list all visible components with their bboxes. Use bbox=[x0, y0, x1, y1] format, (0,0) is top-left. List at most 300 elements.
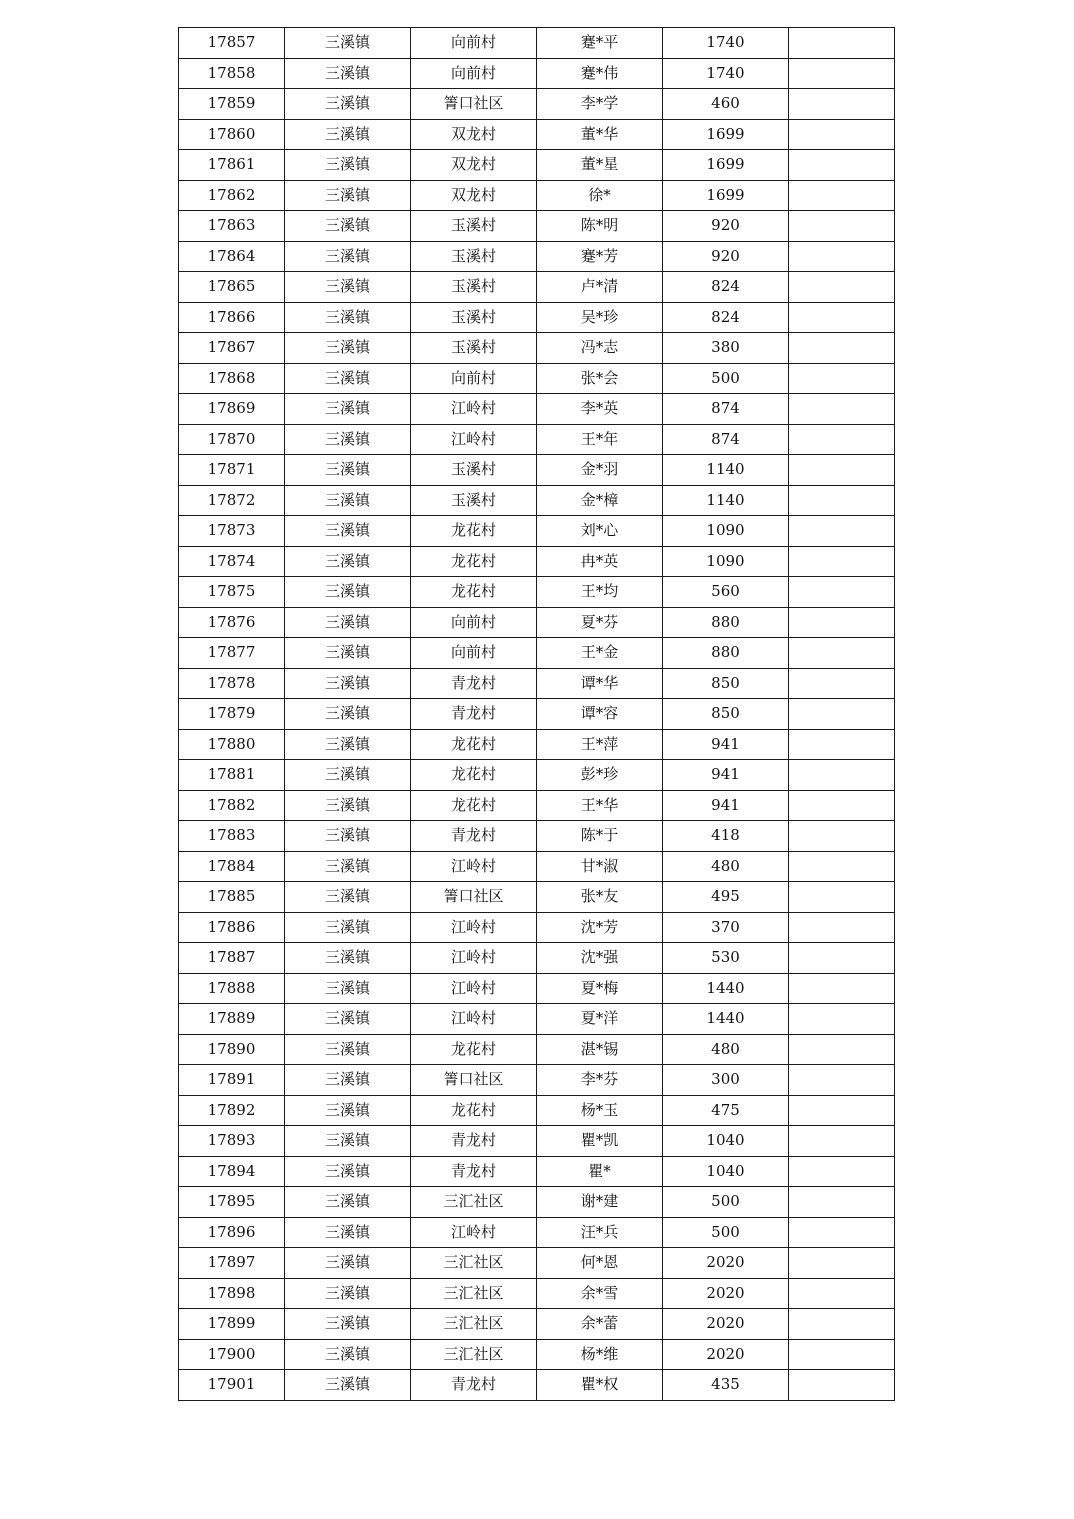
village-cell: 龙花村 bbox=[411, 790, 537, 821]
amount-cell: 1699 bbox=[663, 150, 789, 181]
village-cell: 青龙村 bbox=[411, 1370, 537, 1401]
amount-cell: 2020 bbox=[663, 1309, 789, 1340]
row-number-cell: 17862 bbox=[179, 180, 285, 211]
amount-cell: 920 bbox=[663, 211, 789, 242]
village-cell: 青龙村 bbox=[411, 1126, 537, 1157]
table-row bbox=[179, 333, 895, 364]
note-cell bbox=[789, 58, 895, 89]
town-cell: 三溪镇 bbox=[285, 668, 411, 699]
row-number-cell: 17896 bbox=[179, 1217, 285, 1248]
village-cell: 三汇社区 bbox=[411, 1187, 537, 1218]
name-cell: 彭*珍 bbox=[537, 760, 663, 791]
name-cell: 王*年 bbox=[537, 424, 663, 455]
table-row bbox=[179, 851, 895, 882]
table-row bbox=[179, 1065, 895, 1096]
amount-cell: 1440 bbox=[663, 1004, 789, 1035]
note-cell bbox=[789, 577, 895, 608]
village-cell: 玉溪村 bbox=[411, 241, 537, 272]
town-cell: 三溪镇 bbox=[285, 546, 411, 577]
row-number-cell: 17876 bbox=[179, 607, 285, 638]
amount-cell: 920 bbox=[663, 241, 789, 272]
note-cell bbox=[789, 851, 895, 882]
amount-cell: 560 bbox=[663, 577, 789, 608]
amount-cell: 1699 bbox=[663, 180, 789, 211]
village-cell: 江岭村 bbox=[411, 1004, 537, 1035]
amount-cell: 480 bbox=[663, 851, 789, 882]
note-cell bbox=[789, 455, 895, 486]
village-cell: 玉溪村 bbox=[411, 272, 537, 303]
village-cell: 双龙村 bbox=[411, 180, 537, 211]
table-row bbox=[179, 1278, 895, 1309]
amount-cell: 435 bbox=[663, 1370, 789, 1401]
note-cell bbox=[789, 363, 895, 394]
note-cell bbox=[789, 1187, 895, 1218]
village-cell: 向前村 bbox=[411, 363, 537, 394]
town-cell: 三溪镇 bbox=[285, 58, 411, 89]
village-cell: 龙花村 bbox=[411, 1034, 537, 1065]
table-row bbox=[179, 89, 895, 120]
name-cell: 董*华 bbox=[537, 119, 663, 150]
row-number-cell: 17886 bbox=[179, 912, 285, 943]
amount-cell: 824 bbox=[663, 272, 789, 303]
village-cell: 玉溪村 bbox=[411, 455, 537, 486]
note-cell bbox=[789, 1370, 895, 1401]
table-row bbox=[179, 821, 895, 852]
name-cell: 王*华 bbox=[537, 790, 663, 821]
amount-cell: 1040 bbox=[663, 1126, 789, 1157]
table-row bbox=[179, 790, 895, 821]
village-cell: 玉溪村 bbox=[411, 211, 537, 242]
town-cell: 三溪镇 bbox=[285, 1034, 411, 1065]
row-number-cell: 17899 bbox=[179, 1309, 285, 1340]
village-cell: 江岭村 bbox=[411, 394, 537, 425]
village-cell: 江岭村 bbox=[411, 912, 537, 943]
town-cell: 三溪镇 bbox=[285, 394, 411, 425]
name-cell: 蹇*芳 bbox=[537, 241, 663, 272]
town-cell: 三溪镇 bbox=[285, 241, 411, 272]
town-cell: 三溪镇 bbox=[285, 577, 411, 608]
town-cell: 三溪镇 bbox=[285, 912, 411, 943]
amount-cell: 824 bbox=[663, 302, 789, 333]
name-cell: 杨*维 bbox=[537, 1339, 663, 1370]
note-cell bbox=[789, 485, 895, 516]
amount-cell: 418 bbox=[663, 821, 789, 852]
note-cell bbox=[789, 790, 895, 821]
village-cell: 三汇社区 bbox=[411, 1278, 537, 1309]
row-number-cell: 17878 bbox=[179, 668, 285, 699]
village-cell: 向前村 bbox=[411, 58, 537, 89]
note-cell bbox=[789, 180, 895, 211]
row-number-cell: 17894 bbox=[179, 1156, 285, 1187]
row-number-cell: 17861 bbox=[179, 150, 285, 181]
table-row bbox=[179, 1370, 895, 1401]
town-cell: 三溪镇 bbox=[285, 851, 411, 882]
amount-cell: 1090 bbox=[663, 516, 789, 547]
table-row bbox=[179, 577, 895, 608]
row-number-cell: 17880 bbox=[179, 729, 285, 760]
village-cell: 青龙村 bbox=[411, 1156, 537, 1187]
amount-cell: 941 bbox=[663, 760, 789, 791]
name-cell: 沈*芳 bbox=[537, 912, 663, 943]
amount-cell: 941 bbox=[663, 729, 789, 760]
row-number-cell: 17875 bbox=[179, 577, 285, 608]
town-cell: 三溪镇 bbox=[285, 607, 411, 638]
town-cell: 三溪镇 bbox=[285, 973, 411, 1004]
note-cell bbox=[789, 912, 895, 943]
village-cell: 双龙村 bbox=[411, 150, 537, 181]
village-cell: 江岭村 bbox=[411, 973, 537, 1004]
row-number-cell: 17866 bbox=[179, 302, 285, 333]
table-row bbox=[179, 1126, 895, 1157]
town-cell: 三溪镇 bbox=[285, 1278, 411, 1309]
amount-cell: 475 bbox=[663, 1095, 789, 1126]
table-row bbox=[179, 394, 895, 425]
note-cell bbox=[789, 241, 895, 272]
village-cell: 玉溪村 bbox=[411, 302, 537, 333]
row-number-cell: 17884 bbox=[179, 851, 285, 882]
name-cell: 夏*芬 bbox=[537, 607, 663, 638]
table-row bbox=[179, 211, 895, 242]
note-cell bbox=[789, 943, 895, 974]
table-row bbox=[179, 973, 895, 1004]
village-cell: 双龙村 bbox=[411, 119, 537, 150]
amount-cell: 1740 bbox=[663, 28, 789, 59]
amount-cell: 1040 bbox=[663, 1156, 789, 1187]
name-cell: 杨*玉 bbox=[537, 1095, 663, 1126]
table-row bbox=[179, 729, 895, 760]
name-cell: 谭*容 bbox=[537, 699, 663, 730]
amount-cell: 880 bbox=[663, 638, 789, 669]
name-cell: 夏*梅 bbox=[537, 973, 663, 1004]
row-number-cell: 17883 bbox=[179, 821, 285, 852]
table-row bbox=[179, 1187, 895, 1218]
town-cell: 三溪镇 bbox=[285, 333, 411, 364]
table-row bbox=[179, 516, 895, 547]
table-row bbox=[179, 1248, 895, 1279]
note-cell bbox=[789, 516, 895, 547]
name-cell: 余*雪 bbox=[537, 1278, 663, 1309]
table-row bbox=[179, 1034, 895, 1065]
village-cell: 龙花村 bbox=[411, 760, 537, 791]
village-cell: 江岭村 bbox=[411, 851, 537, 882]
town-cell: 三溪镇 bbox=[285, 28, 411, 59]
table-row bbox=[179, 882, 895, 913]
name-cell: 王*萍 bbox=[537, 729, 663, 760]
row-number-cell: 17859 bbox=[179, 89, 285, 120]
village-cell: 玉溪村 bbox=[411, 485, 537, 516]
amount-cell: 380 bbox=[663, 333, 789, 364]
table-row bbox=[179, 699, 895, 730]
note-cell bbox=[789, 973, 895, 1004]
note-cell bbox=[789, 1095, 895, 1126]
table-row bbox=[179, 943, 895, 974]
table-row bbox=[179, 424, 895, 455]
village-cell: 箐口社区 bbox=[411, 1065, 537, 1096]
table-row bbox=[179, 1309, 895, 1340]
name-cell: 陈*于 bbox=[537, 821, 663, 852]
village-cell: 玉溪村 bbox=[411, 333, 537, 364]
name-cell: 徐* bbox=[537, 180, 663, 211]
table-row bbox=[179, 455, 895, 486]
row-number-cell: 17881 bbox=[179, 760, 285, 791]
town-cell: 三溪镇 bbox=[285, 211, 411, 242]
row-number-cell: 17882 bbox=[179, 790, 285, 821]
town-cell: 三溪镇 bbox=[285, 821, 411, 852]
note-cell bbox=[789, 150, 895, 181]
amount-cell: 1699 bbox=[663, 119, 789, 150]
name-cell: 余*蕾 bbox=[537, 1309, 663, 1340]
name-cell: 陈*明 bbox=[537, 211, 663, 242]
village-cell: 龙花村 bbox=[411, 546, 537, 577]
village-cell: 江岭村 bbox=[411, 943, 537, 974]
amount-cell: 1090 bbox=[663, 546, 789, 577]
town-cell: 三溪镇 bbox=[285, 424, 411, 455]
town-cell: 三溪镇 bbox=[285, 1248, 411, 1279]
table-row bbox=[179, 28, 895, 59]
table-row bbox=[179, 1339, 895, 1370]
town-cell: 三溪镇 bbox=[285, 119, 411, 150]
row-number-cell: 17871 bbox=[179, 455, 285, 486]
town-cell: 三溪镇 bbox=[285, 729, 411, 760]
name-cell: 瞿* bbox=[537, 1156, 663, 1187]
row-number-cell: 17863 bbox=[179, 211, 285, 242]
note-cell bbox=[789, 882, 895, 913]
amount-cell: 850 bbox=[663, 668, 789, 699]
amount-cell: 1440 bbox=[663, 973, 789, 1004]
village-cell: 向前村 bbox=[411, 28, 537, 59]
village-cell: 向前村 bbox=[411, 638, 537, 669]
amount-cell: 500 bbox=[663, 363, 789, 394]
village-cell: 箐口社区 bbox=[411, 89, 537, 120]
amount-cell: 2020 bbox=[663, 1339, 789, 1370]
amount-cell: 874 bbox=[663, 394, 789, 425]
village-cell: 龙花村 bbox=[411, 577, 537, 608]
roster-table bbox=[178, 27, 895, 1401]
note-cell bbox=[789, 1126, 895, 1157]
note-cell bbox=[789, 729, 895, 760]
village-cell: 箐口社区 bbox=[411, 882, 537, 913]
note-cell bbox=[789, 1156, 895, 1187]
name-cell: 蹇*伟 bbox=[537, 58, 663, 89]
name-cell: 董*星 bbox=[537, 150, 663, 181]
row-number-cell: 17873 bbox=[179, 516, 285, 547]
town-cell: 三溪镇 bbox=[285, 363, 411, 394]
amount-cell: 480 bbox=[663, 1034, 789, 1065]
row-number-cell: 17900 bbox=[179, 1339, 285, 1370]
table-row bbox=[179, 546, 895, 577]
row-number-cell: 17865 bbox=[179, 272, 285, 303]
town-cell: 三溪镇 bbox=[285, 1370, 411, 1401]
note-cell bbox=[789, 1034, 895, 1065]
row-number-cell: 17867 bbox=[179, 333, 285, 364]
note-cell bbox=[789, 333, 895, 364]
town-cell: 三溪镇 bbox=[285, 1309, 411, 1340]
note-cell bbox=[789, 89, 895, 120]
village-cell: 龙花村 bbox=[411, 1095, 537, 1126]
row-number-cell: 17872 bbox=[179, 485, 285, 516]
note-cell bbox=[789, 699, 895, 730]
row-number-cell: 17890 bbox=[179, 1034, 285, 1065]
name-cell: 瞿*凯 bbox=[537, 1126, 663, 1157]
name-cell: 张*友 bbox=[537, 882, 663, 913]
name-cell: 谢*建 bbox=[537, 1187, 663, 1218]
name-cell: 夏*洋 bbox=[537, 1004, 663, 1035]
row-number-cell: 17868 bbox=[179, 363, 285, 394]
note-cell bbox=[789, 638, 895, 669]
table-row bbox=[179, 1217, 895, 1248]
village-cell: 江岭村 bbox=[411, 424, 537, 455]
name-cell: 吴*珍 bbox=[537, 302, 663, 333]
amount-cell: 300 bbox=[663, 1065, 789, 1096]
row-number-cell: 17870 bbox=[179, 424, 285, 455]
name-cell: 王*金 bbox=[537, 638, 663, 669]
name-cell: 汪*兵 bbox=[537, 1217, 663, 1248]
village-cell: 青龙村 bbox=[411, 699, 537, 730]
village-cell: 向前村 bbox=[411, 607, 537, 638]
village-cell: 龙花村 bbox=[411, 516, 537, 547]
amount-cell: 495 bbox=[663, 882, 789, 913]
table-row bbox=[179, 668, 895, 699]
amount-cell: 1140 bbox=[663, 485, 789, 516]
amount-cell: 1140 bbox=[663, 455, 789, 486]
town-cell: 三溪镇 bbox=[285, 180, 411, 211]
note-cell bbox=[789, 1004, 895, 1035]
note-cell bbox=[789, 1309, 895, 1340]
town-cell: 三溪镇 bbox=[285, 302, 411, 333]
table-row bbox=[179, 119, 895, 150]
name-cell: 金*樟 bbox=[537, 485, 663, 516]
table-row bbox=[179, 760, 895, 791]
name-cell: 甘*淑 bbox=[537, 851, 663, 882]
table-row bbox=[179, 607, 895, 638]
note-cell bbox=[789, 272, 895, 303]
row-number-cell: 17869 bbox=[179, 394, 285, 425]
name-cell: 王*均 bbox=[537, 577, 663, 608]
table-row bbox=[179, 485, 895, 516]
town-cell: 三溪镇 bbox=[285, 760, 411, 791]
row-number-cell: 17891 bbox=[179, 1065, 285, 1096]
town-cell: 三溪镇 bbox=[285, 1126, 411, 1157]
name-cell: 李*英 bbox=[537, 394, 663, 425]
document-page bbox=[178, 27, 894, 1401]
name-cell: 湛*锡 bbox=[537, 1034, 663, 1065]
name-cell: 瞿*权 bbox=[537, 1370, 663, 1401]
row-number-cell: 17885 bbox=[179, 882, 285, 913]
row-number-cell: 17858 bbox=[179, 58, 285, 89]
town-cell: 三溪镇 bbox=[285, 1095, 411, 1126]
amount-cell: 1740 bbox=[663, 58, 789, 89]
name-cell: 李*芬 bbox=[537, 1065, 663, 1096]
amount-cell: 530 bbox=[663, 943, 789, 974]
table-row bbox=[179, 180, 895, 211]
town-cell: 三溪镇 bbox=[285, 699, 411, 730]
note-cell bbox=[789, 119, 895, 150]
amount-cell: 500 bbox=[663, 1187, 789, 1218]
note-cell bbox=[789, 1065, 895, 1096]
amount-cell: 874 bbox=[663, 424, 789, 455]
amount-cell: 2020 bbox=[663, 1278, 789, 1309]
name-cell: 金*羽 bbox=[537, 455, 663, 486]
town-cell: 三溪镇 bbox=[285, 485, 411, 516]
village-cell: 三汇社区 bbox=[411, 1339, 537, 1370]
table-row bbox=[179, 1095, 895, 1126]
name-cell: 蹇*平 bbox=[537, 28, 663, 59]
roster-table-body bbox=[179, 28, 895, 1401]
village-cell: 青龙村 bbox=[411, 668, 537, 699]
row-number-cell: 17864 bbox=[179, 241, 285, 272]
name-cell: 刘*心 bbox=[537, 516, 663, 547]
note-cell bbox=[789, 1248, 895, 1279]
table-row bbox=[179, 638, 895, 669]
note-cell bbox=[789, 760, 895, 791]
note-cell bbox=[789, 546, 895, 577]
row-number-cell: 17901 bbox=[179, 1370, 285, 1401]
row-number-cell: 17857 bbox=[179, 28, 285, 59]
row-number-cell: 17893 bbox=[179, 1126, 285, 1157]
town-cell: 三溪镇 bbox=[285, 89, 411, 120]
row-number-cell: 17887 bbox=[179, 943, 285, 974]
amount-cell: 941 bbox=[663, 790, 789, 821]
town-cell: 三溪镇 bbox=[285, 272, 411, 303]
town-cell: 三溪镇 bbox=[285, 638, 411, 669]
table-row bbox=[179, 150, 895, 181]
note-cell bbox=[789, 424, 895, 455]
town-cell: 三溪镇 bbox=[285, 516, 411, 547]
amount-cell: 2020 bbox=[663, 1248, 789, 1279]
amount-cell: 880 bbox=[663, 607, 789, 638]
note-cell bbox=[789, 821, 895, 852]
note-cell bbox=[789, 211, 895, 242]
row-number-cell: 17860 bbox=[179, 119, 285, 150]
town-cell: 三溪镇 bbox=[285, 1004, 411, 1035]
town-cell: 三溪镇 bbox=[285, 882, 411, 913]
table-row bbox=[179, 272, 895, 303]
table-row bbox=[179, 302, 895, 333]
row-number-cell: 17897 bbox=[179, 1248, 285, 1279]
row-number-cell: 17895 bbox=[179, 1187, 285, 1218]
town-cell: 三溪镇 bbox=[285, 150, 411, 181]
row-number-cell: 17879 bbox=[179, 699, 285, 730]
row-number-cell: 17888 bbox=[179, 973, 285, 1004]
name-cell: 沈*强 bbox=[537, 943, 663, 974]
row-number-cell: 17892 bbox=[179, 1095, 285, 1126]
row-number-cell: 17898 bbox=[179, 1278, 285, 1309]
village-cell: 三汇社区 bbox=[411, 1309, 537, 1340]
note-cell bbox=[789, 1339, 895, 1370]
row-number-cell: 17889 bbox=[179, 1004, 285, 1035]
note-cell bbox=[789, 302, 895, 333]
note-cell bbox=[789, 28, 895, 59]
table-row bbox=[179, 363, 895, 394]
village-cell: 龙花村 bbox=[411, 729, 537, 760]
village-cell: 青龙村 bbox=[411, 821, 537, 852]
name-cell: 谭*华 bbox=[537, 668, 663, 699]
town-cell: 三溪镇 bbox=[285, 790, 411, 821]
amount-cell: 850 bbox=[663, 699, 789, 730]
note-cell bbox=[789, 668, 895, 699]
table-row bbox=[179, 1156, 895, 1187]
row-number-cell: 17874 bbox=[179, 546, 285, 577]
note-cell bbox=[789, 607, 895, 638]
town-cell: 三溪镇 bbox=[285, 943, 411, 974]
town-cell: 三溪镇 bbox=[285, 1187, 411, 1218]
table-row bbox=[179, 241, 895, 272]
town-cell: 三溪镇 bbox=[285, 1156, 411, 1187]
town-cell: 三溪镇 bbox=[285, 1339, 411, 1370]
amount-cell: 500 bbox=[663, 1217, 789, 1248]
name-cell: 李*学 bbox=[537, 89, 663, 120]
town-cell: 三溪镇 bbox=[285, 1065, 411, 1096]
